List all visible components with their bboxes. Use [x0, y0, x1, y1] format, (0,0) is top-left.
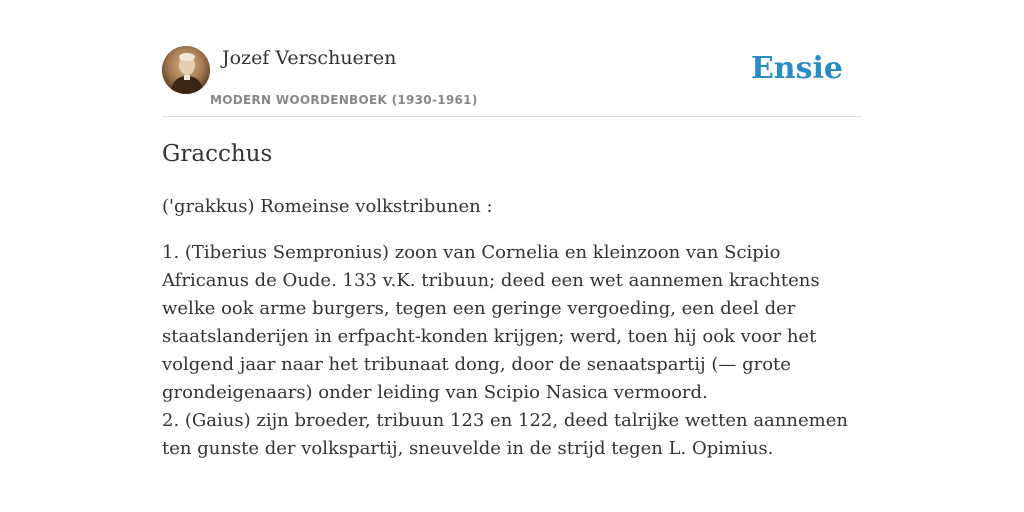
brand-logo[interactable]: Ensie — [750, 51, 843, 86]
entry-body — [162, 193, 862, 463]
source-label: MODERN WOORDENBOEK (1930-1961) — [210, 93, 478, 107]
author-avatar[interactable] — [162, 46, 210, 94]
page-header — [162, 44, 862, 117]
entry-paragraph-1: 1. (Tiberius Sempronius) zoon van Cornelia en kleinzoon van Scipio Africanus de Oude. 133 v.K. tribuun; deed een wet aannemen krachtens welke ook arme burgers, tegen een geringe vergoeding, een deel der staatslanderijen in erfpacht-konden krijgen; werd, toen hij ook voor het volgend jaar naar het tribunaat dong, door de senaatspartij (— grote grondeigenaars) onder leiding van Scipio Nasica vermoord. — [162, 242, 820, 403]
entry-paragraph-2: 2. (Gaius) zijn broeder, tribuun 123 en 122, deed talrijke wetten aannemen ten gunste der volkspartij, sneuvelde in de strijd tegen L. Opimius. — [162, 410, 848, 459]
entry-title: Gracchus — [162, 141, 273, 167]
entry-pronunciation: ('grakkus) Romeinse volkstribunen : — [162, 196, 493, 217]
author-portrait-icon — [162, 46, 210, 94]
author-name[interactable]: Jozef Verschueren — [222, 47, 397, 69]
